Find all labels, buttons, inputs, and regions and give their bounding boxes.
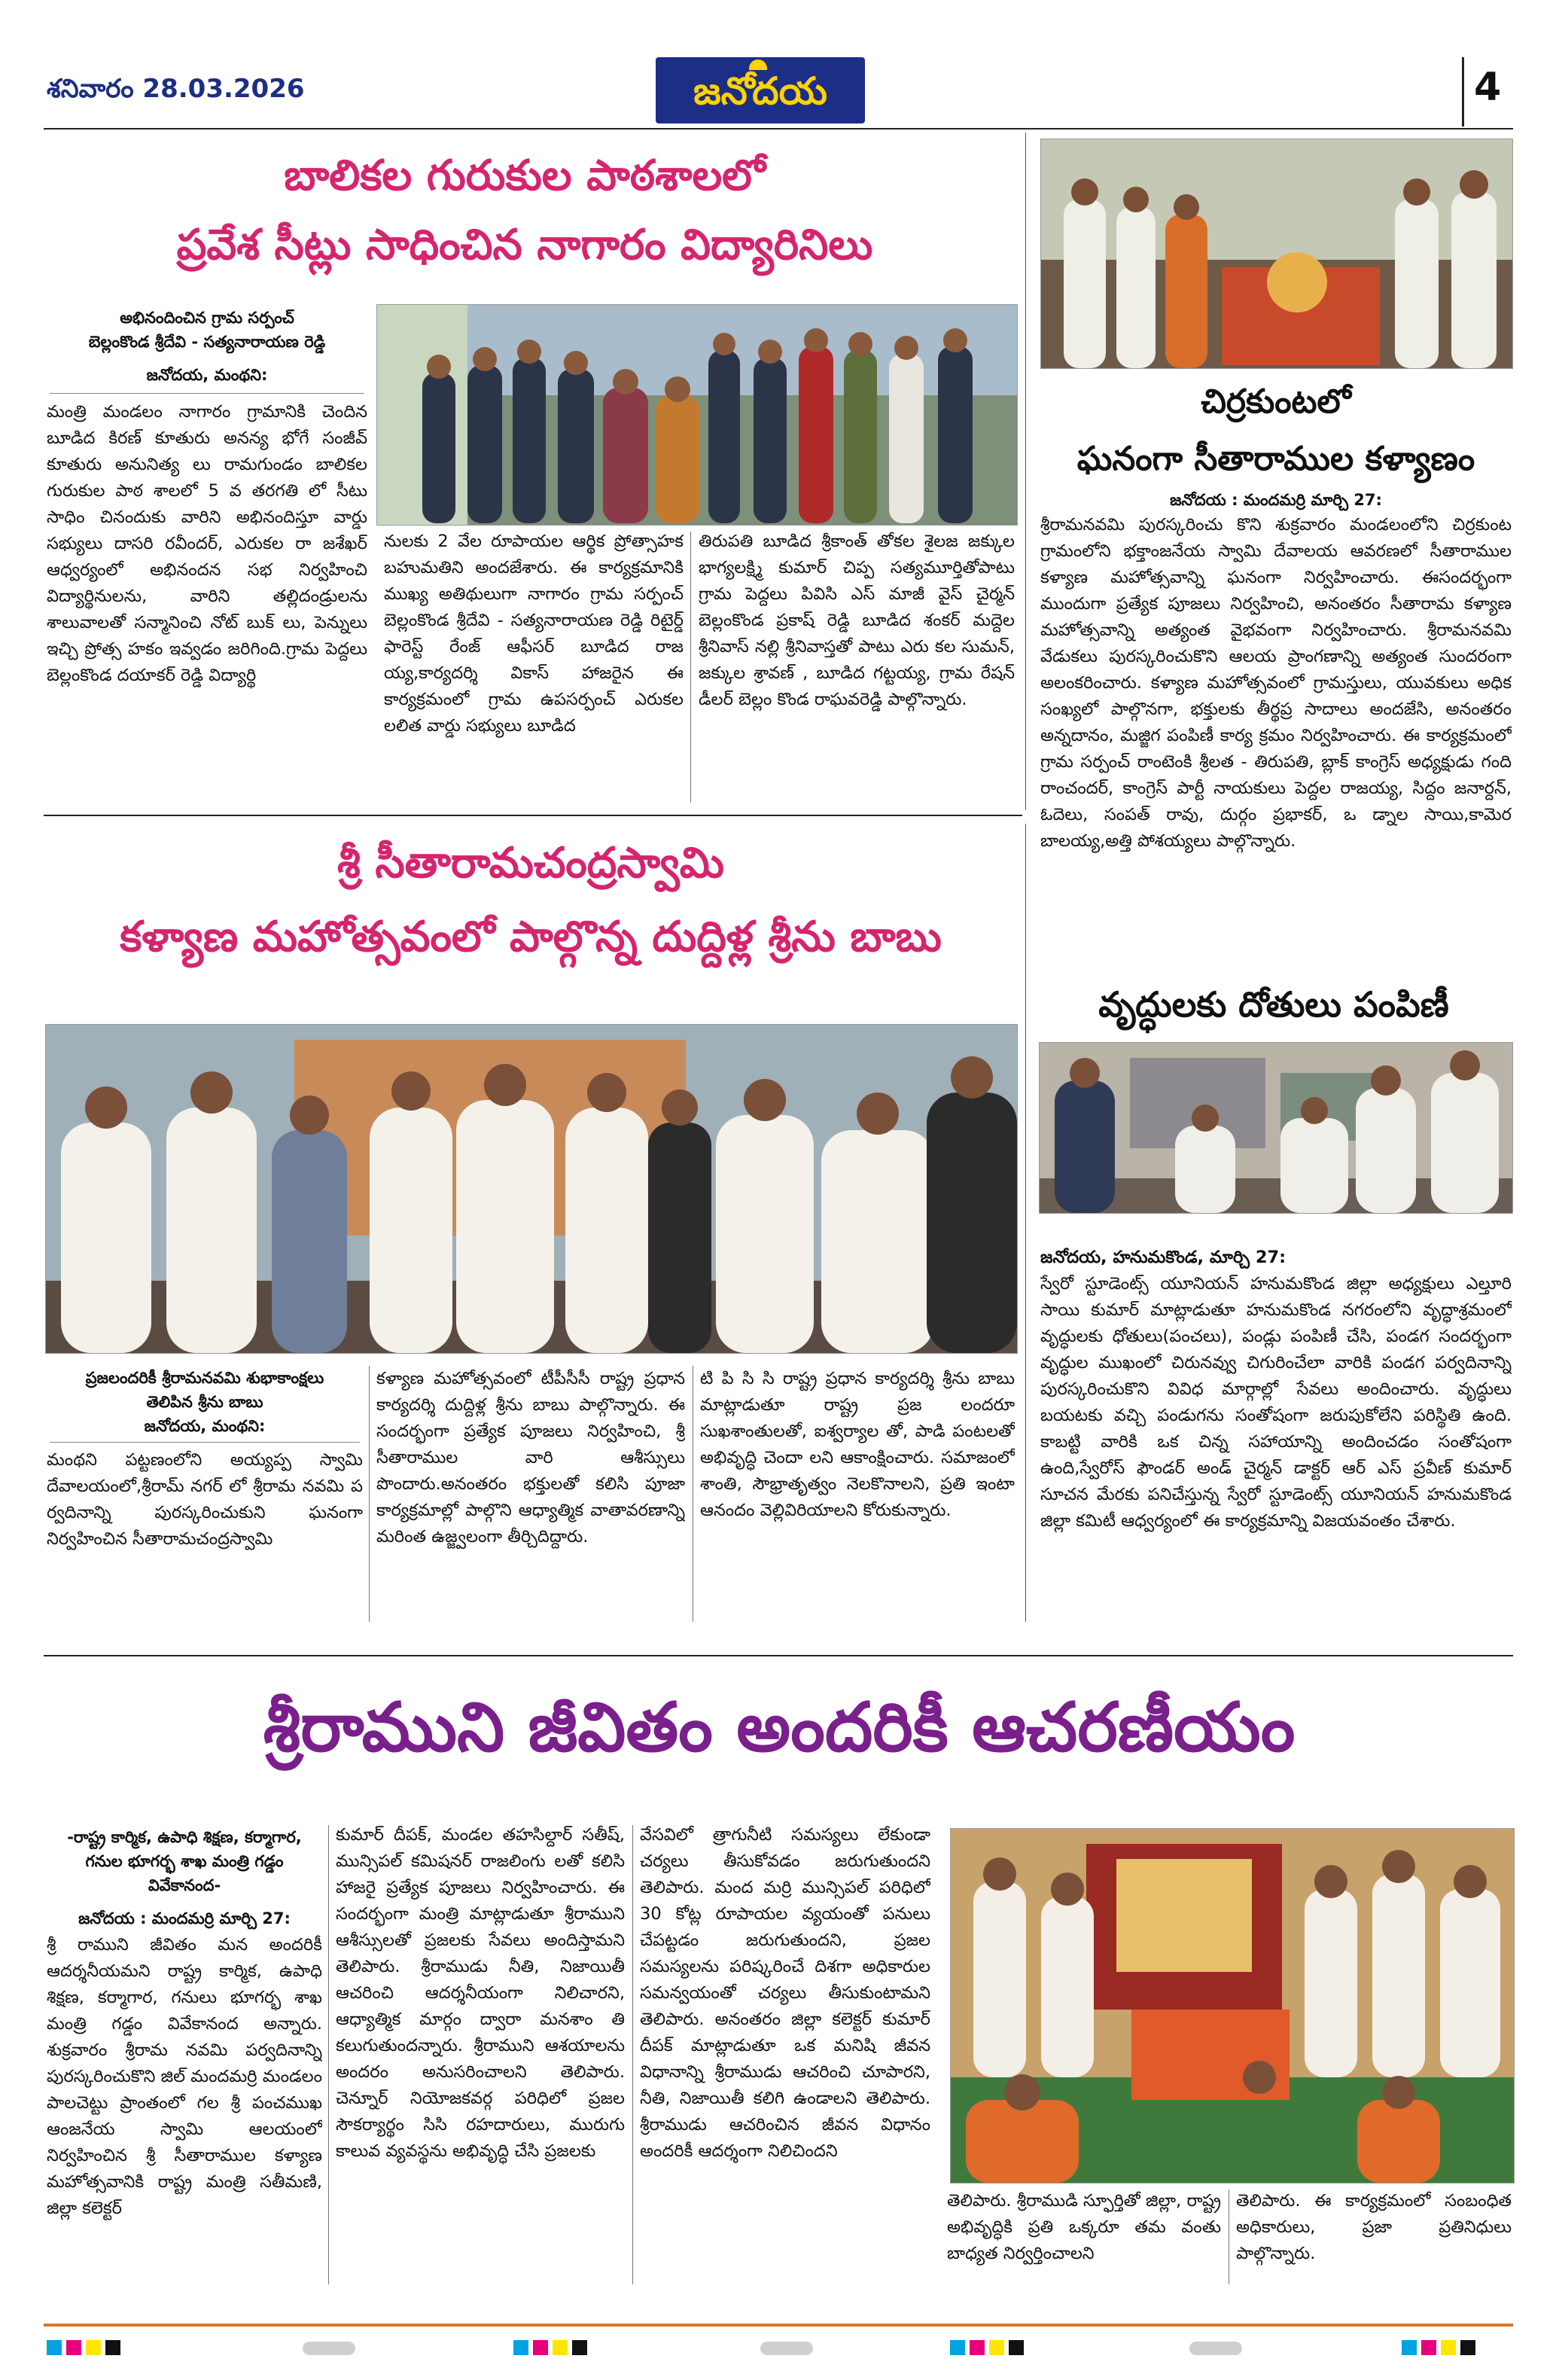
story3-headline-line1: శ్రీ సీతారామచంద్రస్వామి — [337, 839, 724, 888]
story1-col-divider-1 — [690, 532, 691, 803]
header-page-divider — [1462, 57, 1464, 126]
story5-dateline: జనోదయ : మందమర్రి మార్చి 27: — [78, 1909, 291, 1927]
story3-col-divider-1 — [369, 1366, 370, 1622]
story5-col3: వేసవిలో త్రాగునీటి సమస్యలు లేకుండా చర్యలు తీసుకోవడం జరుగుతుందని తెలిపారు. మంద మర్రి మున్సిపల్ పరిధిలో 30 కోట్ల రూపాయల వ్యయంతో పనులు చేపట్టడం జరుగుతుందని, ప్రజల సమస్యలను పరిష్కరించే దిశగా అధికారుల సమన్వయంతో చర్యలు తీసుకుంటామని తెలిపారు. అనంతరం జిల్లా కలెక్టర్ కుమార్ దీపక్ మాట్లాడుతూ ఒక మనిషి జీవన విధానాన్ని శ్రీరాముడు ఆచరించి చూపారని, నీతి, నిజాయితీ కలిగి ఉండాలని తెలిపారు. శ్రీరాముడు ఆచరించిన జీవన విధానం అందరికీ ఆదర్శంగా నిలిచిందని — [640, 1825, 930, 2161]
footer-color-marks-3 — [950, 2340, 1028, 2358]
footer-register-mark-2 — [760, 2342, 813, 2355]
masthead — [656, 57, 865, 123]
story4-photo-image — [1040, 1043, 1512, 1213]
story1-dateline-rule — [50, 393, 364, 394]
story5-top-rule — [44, 1655, 1513, 1656]
story2-headline — [1040, 373, 1512, 488]
story1-headline — [47, 142, 1003, 280]
story5-photo — [950, 1828, 1515, 2183]
story1-col1: మంత్రి మండలం నాగారం గ్రామానికి చెందిన బూడిద కిరణ్ కూతురు అనన్య భోగే సంజీవ్ కూతురు అనునిత్య లు రామగుండం బాలికల గురుకుల పాఠ శాలలో 5 వ తరగతి లో సీటు సాధిం చినందుకు వారిని అభినందిస్తూ వార్డు సభ్యులు దాసరి రవీందర్, ఎరుకల రా జశేఖర్ ఆధ్వర్యంలో అభినందన సభ నిర్వహించి విద్యార్థినులను, వారిని తల్లిదండ్రులను శాలువాలతో సన్మానించి నోట్ బుక్ లు, పెన్నులు ఇచ్చి ప్రోత్స హకం ఇవ్వడం జరిగింది.గ్రామ పెద్దలు బెల్లంకొండ దయాకర్ రెడ్డి విద్యార్థి — [47, 402, 367, 685]
footer-color-marks-1 — [47, 2340, 125, 2358]
story5-col-divider-1 — [328, 1825, 329, 2284]
right-column-divider-mid — [1025, 824, 1026, 1622]
story3-caption: ప్రజలందరికీ శ్రీరామనవమి శుభాకాంక్షలు తెలిపిన శ్రీను బాబు — [85, 1369, 324, 1411]
footer-bar — [44, 2324, 1513, 2327]
footer-register-mark-1 — [303, 2342, 355, 2355]
story5-photo-image — [951, 1829, 1514, 2183]
story3-headline — [47, 827, 1015, 974]
masthead-logo-icon — [749, 59, 767, 70]
story5-col2: కుమార్ దీపక్, మండల తహసిల్దార్ సతీష్, మున్సిపల్ కమిషనర్ రాజలింగు లతో కలిసి హాజరై ప్రత్యేక పూజలు నిర్వహించారు. ఈ సందర్భంగా మంత్రి మాట్లాడుతూ శ్రీరాముని ఆశీస్సులతో ప్రజలకు సేవలు అందిస్తామని తెలిపారు. శ్రీరాముడు నీతి, నిజాయితీ ఆచరించి ఆదర్శనీయంగా నిలిచారని, ఆధ్యాత్మిక మార్గం ద్వారా మనశాం తి కలుగుతుందన్నారు. శ్రీరాముని ఆశయాలను అందరం అనుసరించాలని తెలిపారు. చెన్నూర్ నియోజకవర్గ పరిధిలో ప్రజల సౌకర్యార్థం సిసి రహదారులు, మురుగు కాలువ వ్యవస్థను అభివృద్ధి చేసి ప్రజలకు — [336, 1825, 625, 2161]
footer-register-mark-3 — [1189, 2342, 1242, 2355]
story3-dateline-rule — [50, 1442, 360, 1443]
story3-dateline: జనోదయ, మంథని: — [144, 1417, 266, 1435]
story3-photo-image — [46, 1025, 1017, 1353]
story5-col4: తెలిపారు. శ్రీరాముడి స్ఫూర్తితో జిల్లా, రాష్ట్ర అభివృద్ధికి ప్రతి ఒక్కరూ తమ వంతు బాధ్యత నిర్వర్తించాలని — [947, 2191, 1221, 2263]
story2-headline-line1: చిర్రకుంటలో — [1201, 382, 1351, 421]
story2-dateline: జనోదయ : మందమర్రి మార్చి 27: — [1170, 491, 1382, 509]
story2-photo-image — [1041, 139, 1512, 368]
right-column-divider-top — [1025, 133, 1026, 810]
story3-col1: మంథని పట్టణంలోని అయ్యప్ప స్వామి దేవాలయంలో,శ్రీరామ్ నగర్ లో శ్రీరామ నవమి ప ర్వదినాన్ని పురస్కరించుకుని ఘనంగా నిర్వహించిన సీతారామచంద్రస్వామి — [47, 1450, 363, 1549]
story5-col1: శ్రీ రాముని జీవితం మన అందరికీ ఆదర్శనీయమని రాష్ట్ర కార్మిక, ఉపాధి శిక్షణ, కర్మాగార, గనులు భూగర్భ శాఖ మంత్రి గడ్డం వివేకానంద అన్నారు. శుక్రవారం శ్రీరామ నవమి పర్వదినాన్ని పురస్కరించుకొని జిల్ మందమర్రి మండలం పాలచెట్టు ప్రాంతంలో గల శ్రీ పంచముఖ ఆంజనేయ స్వామి ఆలయంలో నిర్వహించిన శ్రీ సీతారాముల కళ్యాణ మహోత్సవానికి రాష్ట్ర మంత్రి సతీమణి, జిల్లా కలెక్టర్ — [47, 1935, 322, 2218]
story4-text — [1040, 1218, 1512, 1625]
header-rule — [44, 128, 1513, 130]
story1-caption: అభినందించిన గ్రామ సర్పంచ్ బెల్లంకొండ శ్రీదేవి - సత్యనారాయణ రెడ్డి — [88, 309, 326, 351]
story1-headline-line2: ప్రవేశ సీట్లు సాధించిన నాగారం విద్యారినిలు — [176, 221, 873, 270]
page-number: 4 — [1474, 65, 1502, 110]
story3-photo — [45, 1024, 1018, 1354]
header-date: శనివారం 28.03.2026 — [47, 74, 305, 104]
story3-col3: టి పి సి సి రాష్ట్ర ప్రధాన కార్యదర్శి శ్రీను బాబు మాట్లాడుతూ రాష్ట్ర ప్రజ లందరూ సుఖశాంతులతో, ఐశ్వర్యాల తో, పాడి పంటలతో అభివృద్ధి చెందా లని ఆకాంక్షించారు. సమాజంలో శాంతి, సౌభ్రాతృత్వం నెలకొనాలని, ప్రతి ఇంటా ఆనందం వెల్లివిరియాలని కోరుకున్నారు. — [700, 1369, 1015, 1520]
story4-dateline: జనోదయ, హనుమకొండ, మార్చి 27: — [1040, 1248, 1287, 1267]
story5-col5: తెలిపారు. ఈ కార్యక్రమంలో సంబంధిత అధికారులు, ప్రజా ప్రతినిధులు పాల్గొన్నారు. — [1236, 2191, 1512, 2263]
story3-headline-line2: కళ్యాణ మహోత్సవంలో పాల్గొన్న దుద్దిళ్ల శ్రీను బాబు — [120, 913, 942, 961]
story4-photo — [1039, 1042, 1513, 1214]
story4-headline: వృద్ధులకు దోతులు పంపిణీ — [1098, 984, 1449, 1025]
story2-photo — [1040, 139, 1513, 369]
story1-dateline: జనోదయ, మంథని: — [146, 366, 268, 384]
footer-color-marks-2 — [513, 2340, 592, 2358]
masthead-title: జనోదయ — [693, 69, 827, 113]
story1-photo-image — [377, 305, 1017, 525]
story5-col-divider-2 — [632, 1825, 633, 2284]
story4-body: స్వేరో స్టూడెంట్స్ యూనియన్ హనుమకొండ జిల్లా అధ్యక్షులు ఎల్తూరి సాయి కుమార్ మాట్లాడుతూ హనుమకొండ నగరంలోని వృద్ధాశ్రమంలో వృద్ధులకు ధోతులు(పంచలు), పండ్లు పంపిణీ చేసి, పండగ సందర్భంగా వృద్ధుల ముఖంలో చిరునవ్వు చిగురించేలా వారికి పండగ పర్వదినాన్ని పురస్కరించుకొని వివిధ మార్గాల్లో సేవలు అందించారు. వృద్ధులు బయటకు వచ్చి పండుగను సంతోషంగా జరుపుకోలేని పరిస్థితి ఉంది. కాబట్టి వారికి ఒక చిన్న సహాయాన్ని అందించడం సంతోషంగా ఉంది,స్వేరోస్ ఫౌండర్ అండ్ చైర్మన్ డాక్టర్ ఆర్ ఎస్ ప్రవీణ్ కుమార్ సూచన మేరకు పనిచేస్తున్న స్వేరో స్టూడెంట్స్ యూనియన్ హనుమకొండ జిల్లా కమిటీ ఆధ్వర్యంలో ఈ కార్యక్రమాన్ని విజయవంతం చేశారు. — [1040, 1274, 1512, 1531]
story1-col2: నులకు 2 వేల రూపాయల ఆర్థిక ప్రోత్సాహక బహుమతిని అందజేశారు. ఈ కార్యక్రమానికి ముఖ్య అతిథులుగా నాగారం గ్రామ సర్పంచ్ బెల్లంకొండ శ్రీదేవి - సత్యనారాయణ రెడ్డి రిటైర్డ్ ఫారెస్ట్ రేంజ్ ఆఫీసర్ బూడిద రాజ య్య,కార్యదర్శి వికాస్ హాజరైన ఈ కార్యక్రమంలో గ్రామ ఉపసర్పంచ్ ఎరుకల లలిత వార్డు సభ్యులు బూడిద — [384, 532, 684, 736]
story1-headline-line1: బాలికల గురుకుల పాఠశాలలో — [284, 151, 766, 200]
story3-col2: కళ్యాణ మహోత్సవంలో టీపీసీసీ రాష్ట్ర ప్రధాన కార్యదర్శి దుద్దిళ్ల శ్రీను బాబు పాల్గొన్నారు. ఈ సందర్భంగా ప్రత్యేక పూజలు నిర్వహించి, శ్రీ సీతారాముల వారి ఆశీస్సులు పొందారు.అనంతరం భక్తులతో కలిసి పూజా కార్యక్రమాల్లో పాల్గొని ఆధ్యాత్మిక వాతావరణాన్ని మరింత ఉజ్జ్వలంగా తీర్చిదిద్దారు. — [376, 1369, 685, 1547]
story5-caption: -రాష్ట్ర కార్మిక, ఉపాధి శిక్షణ, కర్మాగార, గనుల భూగర్భ శాఖ మంత్రి గడ్డం వివేకానంద- — [67, 1828, 302, 1894]
story2-body: శ్రీరామనవమి పురస్కరించు కొని శుక్రవారం మండలంలోని చిర్రకుంట గ్రామంలోని భక్తాంజనేయ స్వామి దేవాలయ ఆవరణలో సీతారాముల కళ్యాణ మహోత్సవాన్ని ఘనంగా నిర్వహించారు. ఈసందర్భంగా ముందుగా ప్రత్యేక పూజలు నిర్వహించి, అనంతరం సీతారామ కళ్యాణ మహోత్సవాన్ని అత్యంత వైభవంగా నిర్వహించారు. శ్రీరామనవమి వేడుకలు పురస్కరించుకొని ఆలయ ప్రాంగణాన్ని అత్యంత సుందరంగా అలంకరించారు. కళ్యాణ మహోత్సవంలో గ్రామస్తులు, యువకులు అధిక సంఖ్యలో పాల్గొనగా, భక్తులకు తీర్థప్ర సాదాలు అందజేసి, అనంతరం అన్నదానం, మజ్జిగ పంపిణీ కార్య క్రమం నిర్వహించారు. ఈ కార్యక్రమంలో గ్రామ సర్పంచ్ రాంటెంకి శ్రీలత - తిరుపతి, బ్లాక్ కాంగ్రెస్ అధ్యక్షుడు గంది రాంచందర్, కాంగ్రెస్ పార్టీ నాయకులు పెద్దల రాజయ్య, సిద్దం జనార్దన్, ఓదెలు, సంపత్ రావు, దుర్గం ప్రభాకర్, ఒ డ్నాల సాయి,కామెర బాలయ్య,అత్తి పోశయ్యలు పాల్గొన్నారు. — [1040, 515, 1512, 851]
story5-headline: శ్రీరాముని జీవితం అందరికీ ఆచరణీయం — [263, 1688, 1296, 1767]
story2-headline-line2: ఘనంగా సీతారాముల కళ్యాణం — [1076, 440, 1475, 478]
story1-photo — [376, 304, 1018, 526]
story1-bottom-rule — [44, 815, 1022, 816]
footer-color-marks-4 — [1402, 2340, 1480, 2358]
story1-col3: తిరుపతి బూడిద శ్రీకాంత్ తోకల శైలజ జక్కుల భాగ్యలక్ష్మి కుమార్ చిప్ప సత్యమూర్తితోపాటు గ్రామ పెద్దలు పివిసి ఎస్ మాజీ వైస్ చైర్మన్ బెల్లంకొండ ప్రకాష్ రెడ్డి బూడిద శంకర్ మద్దెల శ్రీనివాస్ నల్లి శ్రీనివాస్తతో పాటు ఎరు కల సుమన్, జక్కుల శ్రావణ్ , బూడిద గట్టయ్య, గ్రామ రేషన్ డీలర్ బెల్లం కొండ రాఘవరెడ్డి పాల్గొన్నారు. — [699, 532, 1015, 709]
